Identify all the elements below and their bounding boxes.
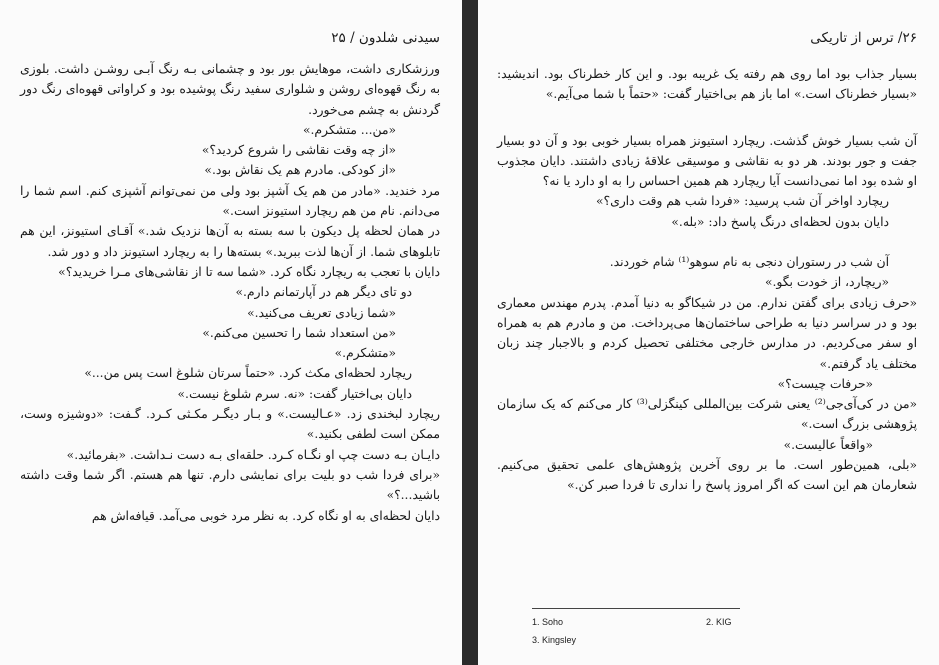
paragraph: «متشکرم.» <box>334 346 396 361</box>
paragraph: در همان لحظه پل دیکون با سه بسته به آن‌ها نزدیک شد.» آقـای استیونز، این هم تابلوهای شما. از آن‌ها لذت ببرید.» بسته‌ها را به ریچارد استیونز داد و دور شد. <box>20 224 440 259</box>
paragraph: «از کودکی. مادرم هم یک نقاش بود.» <box>204 163 396 178</box>
paragraph: «برای فردا شب دو بلیت برای نمایشی دارم. تنها هم هستم. اگر شما وقت داشته باشید...؟» <box>20 467 440 503</box>
paragraph: ریچارد لبخندی زد. «عـالیست.» و بـار دیگـر مکـثی کـرد. گـفت: «دوشیزه وست، ممکن است لطفی بکنید.» <box>20 407 440 442</box>
footnote: 1. Soho <box>532 617 564 627</box>
paragraph: دایـان بـه دست چپ او نگـاه کـرد. حلقه‌ای بـه دست نـداشت. «بفرمائید.» <box>66 447 440 462</box>
paragraph: آن شب در رستوران دنجی به نام سوهو⁽¹⁾ شام خوردند. <box>609 255 889 270</box>
paragraph: دایان بی‌اختیار گفت: «نه. سرم شلوغ نیست.» <box>177 386 412 401</box>
paragraph: آن شب بسیار خوش گذشت. ریچارد استیونز همراه بسیار خوبی بود و آن دو بسیار جفت و جور بودند. هر دو به نقاشی و موسیقی علاقهٔ زیادی داشتند. دایان مجذوب او شده بود اما نمی‌دانست آیا ریچارد هم همین احساس را به او دارد یا نه؟ <box>497 133 917 189</box>
page-header: سیدنی شلدون / ۲۵ <box>331 30 440 46</box>
paragraph: «من استعداد شما را تحسین می‌کنم.» <box>202 325 396 340</box>
paragraph: «شما زیادی تعریف می‌کنید.» <box>247 305 396 320</box>
paragraph: دایان بدون لحظه‌ای درنگ پاسخ داد: «بله.» <box>671 214 889 229</box>
paragraph: «بلی، همین‌طور است. ما بر روی آخرین پژوهش‌های علمی تحقیق می‌کنیم. شعارمان هم این است که اگر امروز پاسخ را نداری تا فردا صبر کن.» <box>497 458 917 493</box>
paragraph: ورزشکاری داشت، موهایش بور بود و چشمانی بـه رنگ آبـی روشـن داشت. بلوزی به رنگ قهوه‌ای روشن و شلواری سفید رنگ پوشیده بود و کراواتی قهوه‌ای رنگ دور گردنش به چشم می‌خورد. <box>20 62 440 117</box>
paragraph: دایان لحظه‌ای به او نگاه کرد. به نظر مرد خوبی می‌آمد. قیافه‌اش هم <box>91 508 440 523</box>
paragraph: مرد خندید. «مادر من هم یک آشپز بود ولی من نمی‌توانم آشپزی کنم. اسم شما را می‌دانم. نام من هم ریچارد استیونز است.» <box>20 183 440 219</box>
paragraph: ریچارد لحظه‌ای مکث کرد. «حتماً سرتان شلوغ است پس من...» <box>84 366 412 381</box>
paragraph: «من در کی‌آی‌جی⁽²⁾ یعنی شرکت بین‌المللی کینگزلی⁽³⁾ کار می‌کنم که یک سازمان پژوهشی بزرگ است.» <box>497 397 917 432</box>
page-header: ۲۶/ ترس از تاریکی <box>810 30 917 46</box>
body-text <box>20 59 440 526</box>
paragraph: ریچارد اواخر آن شب پرسید: «فردا شب هم وقت داری؟» <box>596 194 889 209</box>
paragraph: دو تای دیگر هم در آپارتمانم دارم.» <box>235 285 412 300</box>
body-text <box>497 64 917 496</box>
paragraph: بسیار جذاب بود اما روی هم رفته یک غریبه بود. و این کار خطرناک بود. اندیشید: «بسیار خطرناک است.» اما باز هم بی‌اختیار گفت: «حتماً با شما می‌آیم.» <box>497 67 917 102</box>
paragraph: «ریچارد، از خودت بگو.» <box>764 275 889 290</box>
paragraph: «حرفات چیست؟» <box>777 376 873 391</box>
paragraph: «از چه وقت نقاشی را شروع کردید؟» <box>201 143 396 158</box>
right-page <box>478 0 939 665</box>
footnote: 2. KIG <box>706 617 732 627</box>
footnote-rule <box>532 608 740 609</box>
paragraph: دایان با تعجب به ریچارد نگاه کرد. «شما سه تا از نقاشی‌های مـرا خریدید؟» <box>58 264 440 279</box>
paragraph: «حرف زیادی برای گفتن ندارم. من در شیکاگو به دنیا آمدم. پدرم مهندس معماری بود و در سراسر دنیا به طراحی ساختمان‌ها می‌پرداخت. من و مادرم هم به همراه او سفر می‌کردیم. در مدارس خارجی مختلفی تحصیل کردم و بالاجبار چند زبان مختلف یاد گرفتم.» <box>497 295 917 371</box>
paragraph: «واقعاً عالیست.» <box>783 437 873 452</box>
paragraph: «من... متشکرم.» <box>303 122 396 137</box>
footnote: 3. Kingsley <box>532 635 577 645</box>
book-gutter <box>462 0 478 665</box>
left-page <box>0 0 462 665</box>
